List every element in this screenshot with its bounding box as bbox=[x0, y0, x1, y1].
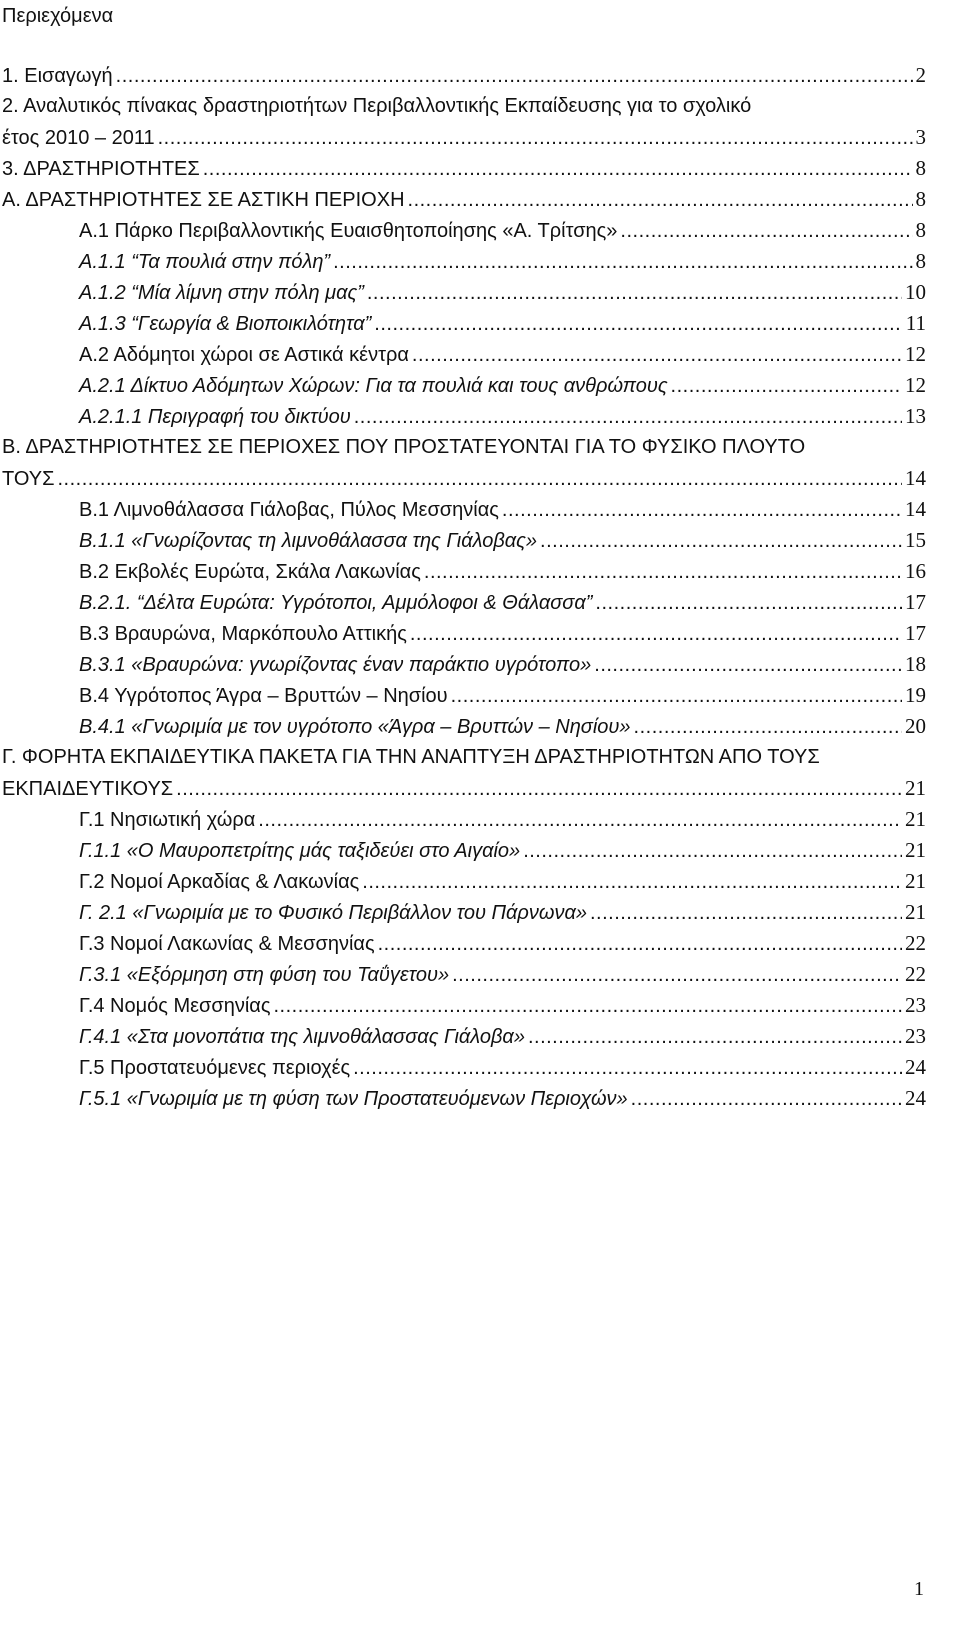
toc-entry[interactable] bbox=[0, 60, 926, 91]
toc-entry-page: 21 bbox=[905, 838, 926, 862]
dot-leader bbox=[412, 340, 902, 371]
toc-entry-page: 24 bbox=[905, 1055, 926, 1079]
toc-entry-label-continued: ΕΚΠΑΙΔΕΥΤΙΚΟΥΣ bbox=[2, 778, 174, 800]
dot-leader bbox=[176, 774, 902, 805]
toc-entry[interactable] bbox=[0, 184, 926, 215]
dot-leader bbox=[258, 805, 902, 836]
dot-leader bbox=[408, 185, 913, 216]
toc-title: Περιεχόμενα bbox=[2, 5, 114, 27]
dot-leader bbox=[502, 495, 902, 526]
dot-leader bbox=[362, 867, 902, 898]
toc-entry[interactable] bbox=[0, 1021, 926, 1052]
toc-entry-label: Γ.5.1 «Γνωριμία με τη φύση των Προστατευόμενων Περιοχών» bbox=[79, 1088, 628, 1110]
dot-leader bbox=[374, 309, 902, 340]
toc-entry-page: 8 bbox=[915, 187, 926, 211]
dot-leader bbox=[274, 991, 903, 1022]
toc-entry-label: Α.1.3 “Γεωργία & Βιοποικιλότητα” bbox=[79, 313, 372, 335]
toc-entry-page: 15 bbox=[905, 528, 926, 552]
toc-entry[interactable] bbox=[0, 866, 926, 897]
toc-entry[interactable] bbox=[0, 339, 926, 370]
toc-entry-page: 17 bbox=[905, 590, 926, 614]
dot-leader bbox=[116, 61, 913, 92]
toc-entry-page: 22 bbox=[905, 931, 926, 955]
toc-entry[interactable] bbox=[0, 308, 926, 339]
toc-entry-page: 21 bbox=[905, 807, 926, 831]
toc-entry[interactable] bbox=[0, 990, 926, 1021]
toc-entry-label: Β.2 Εκβολές Ευρώτα, Σκάλα Λακωνίας bbox=[79, 561, 421, 583]
page-number: 1 bbox=[914, 1578, 924, 1600]
dot-leader bbox=[523, 836, 902, 867]
dot-leader bbox=[354, 402, 902, 433]
toc-list bbox=[0, 60, 960, 1114]
toc-entry[interactable] bbox=[0, 649, 926, 680]
toc-entry[interactable] bbox=[0, 587, 926, 618]
toc-entry-label: Α.2.1.1 Περιγραφή του δικτύου bbox=[79, 406, 351, 428]
toc-entry-page: 12 bbox=[905, 342, 926, 366]
toc-entry-label-continued: έτος 2010 – 2011 bbox=[2, 127, 155, 149]
dot-leader bbox=[631, 1084, 902, 1115]
dot-leader bbox=[158, 123, 913, 154]
toc-entry-label: Β.3 Βραυρώνα, Μαρκόπουλο Αττικής bbox=[79, 623, 407, 645]
toc-entry-page: 8 bbox=[915, 218, 926, 242]
toc-entry[interactable] bbox=[0, 711, 926, 742]
toc-entry-page: 14 bbox=[905, 466, 926, 490]
toc-entry-label: Β.2.1. “Δέλτα Ευρώτα: Υγρότοποι, Αμμόλοφοι & Θάλασσα” bbox=[79, 592, 593, 614]
dot-leader bbox=[410, 619, 902, 650]
toc-entry[interactable] bbox=[0, 804, 926, 835]
toc-entry[interactable] bbox=[0, 680, 926, 711]
dot-leader bbox=[595, 588, 902, 619]
toc-entry-page: 2 bbox=[915, 63, 926, 87]
dot-leader bbox=[367, 278, 902, 309]
toc-entry-page: 19 bbox=[905, 683, 926, 707]
toc-entry-label: Γ.3.1 «Εξόρμηση στη φύση του Ταΰγετου» bbox=[79, 964, 450, 986]
toc-entry-label: 3. ΔΡΑΣΤΗΡΙΟΤΗΤΕΣ bbox=[2, 158, 200, 180]
toc-entry[interactable] bbox=[0, 928, 926, 959]
dot-leader bbox=[528, 1022, 902, 1053]
dot-leader bbox=[620, 216, 912, 247]
toc-entry-label: Β.4.1 «Γνωριμία με τον υγρότοπο «Άγρα – Βρυττών – Νησίου» bbox=[79, 716, 631, 738]
toc-entry-label: Α.2.1 Δίκτυο Αδόμητων Χώρων: Για τα πουλιά και τους ανθρώπους bbox=[79, 375, 668, 397]
toc-entry-label: 2. Αναλυτικός πίνακας δραστηριοτήτων Περιβαλλοντικής Εκπαίδευσης για το σχολικό bbox=[2, 95, 752, 117]
toc-entry-page: 21 bbox=[905, 776, 926, 800]
toc-entry-label: Γ.1 Νησιωτική χώρα bbox=[79, 809, 256, 831]
dot-leader bbox=[540, 526, 902, 557]
dot-leader bbox=[203, 154, 913, 185]
toc-entry-page: 21 bbox=[905, 869, 926, 893]
toc-entry-label: Α.1 Πάρκο Περιβαλλοντικής Ευαισθητοποίησης «Α. Τρίτσης» bbox=[79, 220, 618, 242]
dot-leader bbox=[451, 681, 902, 712]
dot-leader bbox=[353, 1053, 902, 1084]
dot-leader bbox=[671, 371, 902, 402]
toc-entry-page: 23 bbox=[905, 1024, 926, 1048]
toc-entry[interactable] bbox=[0, 618, 926, 649]
toc-entry[interactable] bbox=[0, 432, 926, 494]
dot-leader bbox=[634, 712, 902, 743]
toc-entry-label: Β.4 Υγρότοπος Άγρα – Βρυττών – Νησίου bbox=[79, 685, 448, 707]
dot-leader bbox=[378, 929, 902, 960]
toc-entry[interactable] bbox=[0, 494, 926, 525]
toc-entry-page: 8 bbox=[915, 249, 926, 273]
toc-entry-label: Γ.4.1 «Στα μονοπάτια της λιμνοθάλασσας Γιάλοβα» bbox=[79, 1026, 525, 1048]
dot-leader bbox=[452, 960, 902, 991]
toc-entry-page: 18 bbox=[905, 652, 926, 676]
toc-entry-label: Β.1.1 «Γνωρίζοντας τη λιμνοθάλασσα της Γιάλοβας» bbox=[79, 530, 538, 552]
toc-entry-label: Γ.5 Προστατευόμενες περιοχές bbox=[79, 1057, 351, 1079]
toc-entry-page: 10 bbox=[905, 280, 926, 304]
toc-entry-label: Α.1.1 “Τα πουλιά στην πόλη” bbox=[79, 251, 331, 273]
toc-entry[interactable] bbox=[0, 246, 926, 277]
toc-entry-label-continued: ΤΟΥΣ bbox=[2, 468, 55, 490]
toc-entry-label: Β.3.1 «Βραυρώνα: γνωρίζοντας έναν παράκτιο υγρότοπο» bbox=[79, 654, 592, 676]
toc-entry[interactable] bbox=[0, 959, 926, 990]
toc-entry-label: Β. ΔΡΑΣΤΗΡΙΟΤΗΤΕΣ ΣΕ ΠΕΡΙΟΧΕΣ ΠΟΥ ΠΡΟΣΤΑΤΕΥΟΝΤΑΙ ΓΙΑ ΤΟ ΦΥΣΙΚΟ ΠΛΟΥΤΟ bbox=[2, 436, 806, 458]
toc-entry-page: 16 bbox=[905, 559, 926, 583]
toc-entry-label: Α. ΔΡΑΣΤΗΡΙΟΤΗΤΕΣ ΣΕ ΑΣΤΙΚΗ ΠΕΡΙΟΧΗ bbox=[2, 189, 405, 211]
dot-leader bbox=[333, 247, 912, 278]
toc-entry[interactable] bbox=[0, 370, 926, 401]
toc-entry[interactable] bbox=[0, 835, 926, 866]
toc-entry-page: 13 bbox=[905, 404, 926, 428]
toc-entry[interactable] bbox=[0, 897, 926, 928]
dot-leader bbox=[424, 557, 902, 588]
toc-entry-label: Γ. 2.1 «Γνωριμία με το Φυσικό Περιβάλλον του Πάρνωνα» bbox=[79, 902, 587, 924]
toc-entry-page: 20 bbox=[905, 714, 926, 738]
toc-entry-label: Γ.4 Νομός Μεσσηνίας bbox=[79, 995, 271, 1017]
toc-entry[interactable] bbox=[0, 153, 926, 184]
toc-entry[interactable] bbox=[0, 1052, 926, 1083]
toc-entry[interactable] bbox=[0, 91, 926, 153]
toc-entry-label: 1. Εισαγωγή bbox=[2, 65, 113, 87]
toc-entry-page: 14 bbox=[905, 497, 926, 521]
toc-entry-page: 21 bbox=[905, 900, 926, 924]
toc-entry[interactable] bbox=[0, 1083, 926, 1114]
toc-entry-label: Γ.3 Νομοί Λακωνίας & Μεσσηνίας bbox=[79, 933, 375, 955]
dot-leader bbox=[590, 898, 902, 929]
toc-entry-page: 3 bbox=[915, 125, 926, 149]
toc-entry-label: Γ. ΦΟΡΗΤΑ ΕΚΠΑΙΔΕΥΤΙΚΑ ΠΑΚΕΤΑ ΓΙΑ ΤΗΝ ΑΝΑΠΤΥΞΗ ΔΡΑΣΤΗΡΙΟΤΗΤΩΝ ΑΠΟ ΤΟΥΣ bbox=[2, 746, 820, 768]
toc-entry[interactable] bbox=[0, 525, 926, 556]
toc-entry-page: 23 bbox=[905, 993, 926, 1017]
toc-entry-label: Α.1.2 “Μία λίμνη στην πόλη μας” bbox=[79, 282, 364, 304]
dot-leader bbox=[594, 650, 902, 681]
toc-entry-page: 12 bbox=[905, 373, 926, 397]
toc-entry[interactable] bbox=[0, 401, 926, 432]
toc-entry[interactable] bbox=[0, 742, 926, 804]
toc-entry-label: Β.1 Λιμνοθάλασσα Γιάλοβας, Πύλος Μεσσηνίας bbox=[79, 499, 499, 521]
toc-entry[interactable] bbox=[0, 277, 926, 308]
toc-entry-page: 17 bbox=[905, 621, 926, 645]
toc-entry-label: Α.2 Αδόμητοι χώροι σε Αστικά κέντρα bbox=[79, 344, 409, 366]
toc-entry-label: Γ.1.1 «Ο Μαυροπετρίτης μάς ταξιδεύει στο Αιγαίο» bbox=[79, 840, 521, 862]
toc-entry-label: Γ.2 Νομοί Αρκαδίας & Λακωνίας bbox=[79, 871, 360, 893]
toc-entry-page: 11 bbox=[905, 311, 926, 335]
dot-leader bbox=[57, 464, 902, 495]
toc-entry-page: 22 bbox=[905, 962, 926, 986]
toc-entry-page: 24 bbox=[905, 1086, 926, 1110]
toc-entry[interactable] bbox=[0, 215, 926, 246]
toc-entry-page: 8 bbox=[915, 156, 926, 180]
toc-entry[interactable] bbox=[0, 556, 926, 587]
